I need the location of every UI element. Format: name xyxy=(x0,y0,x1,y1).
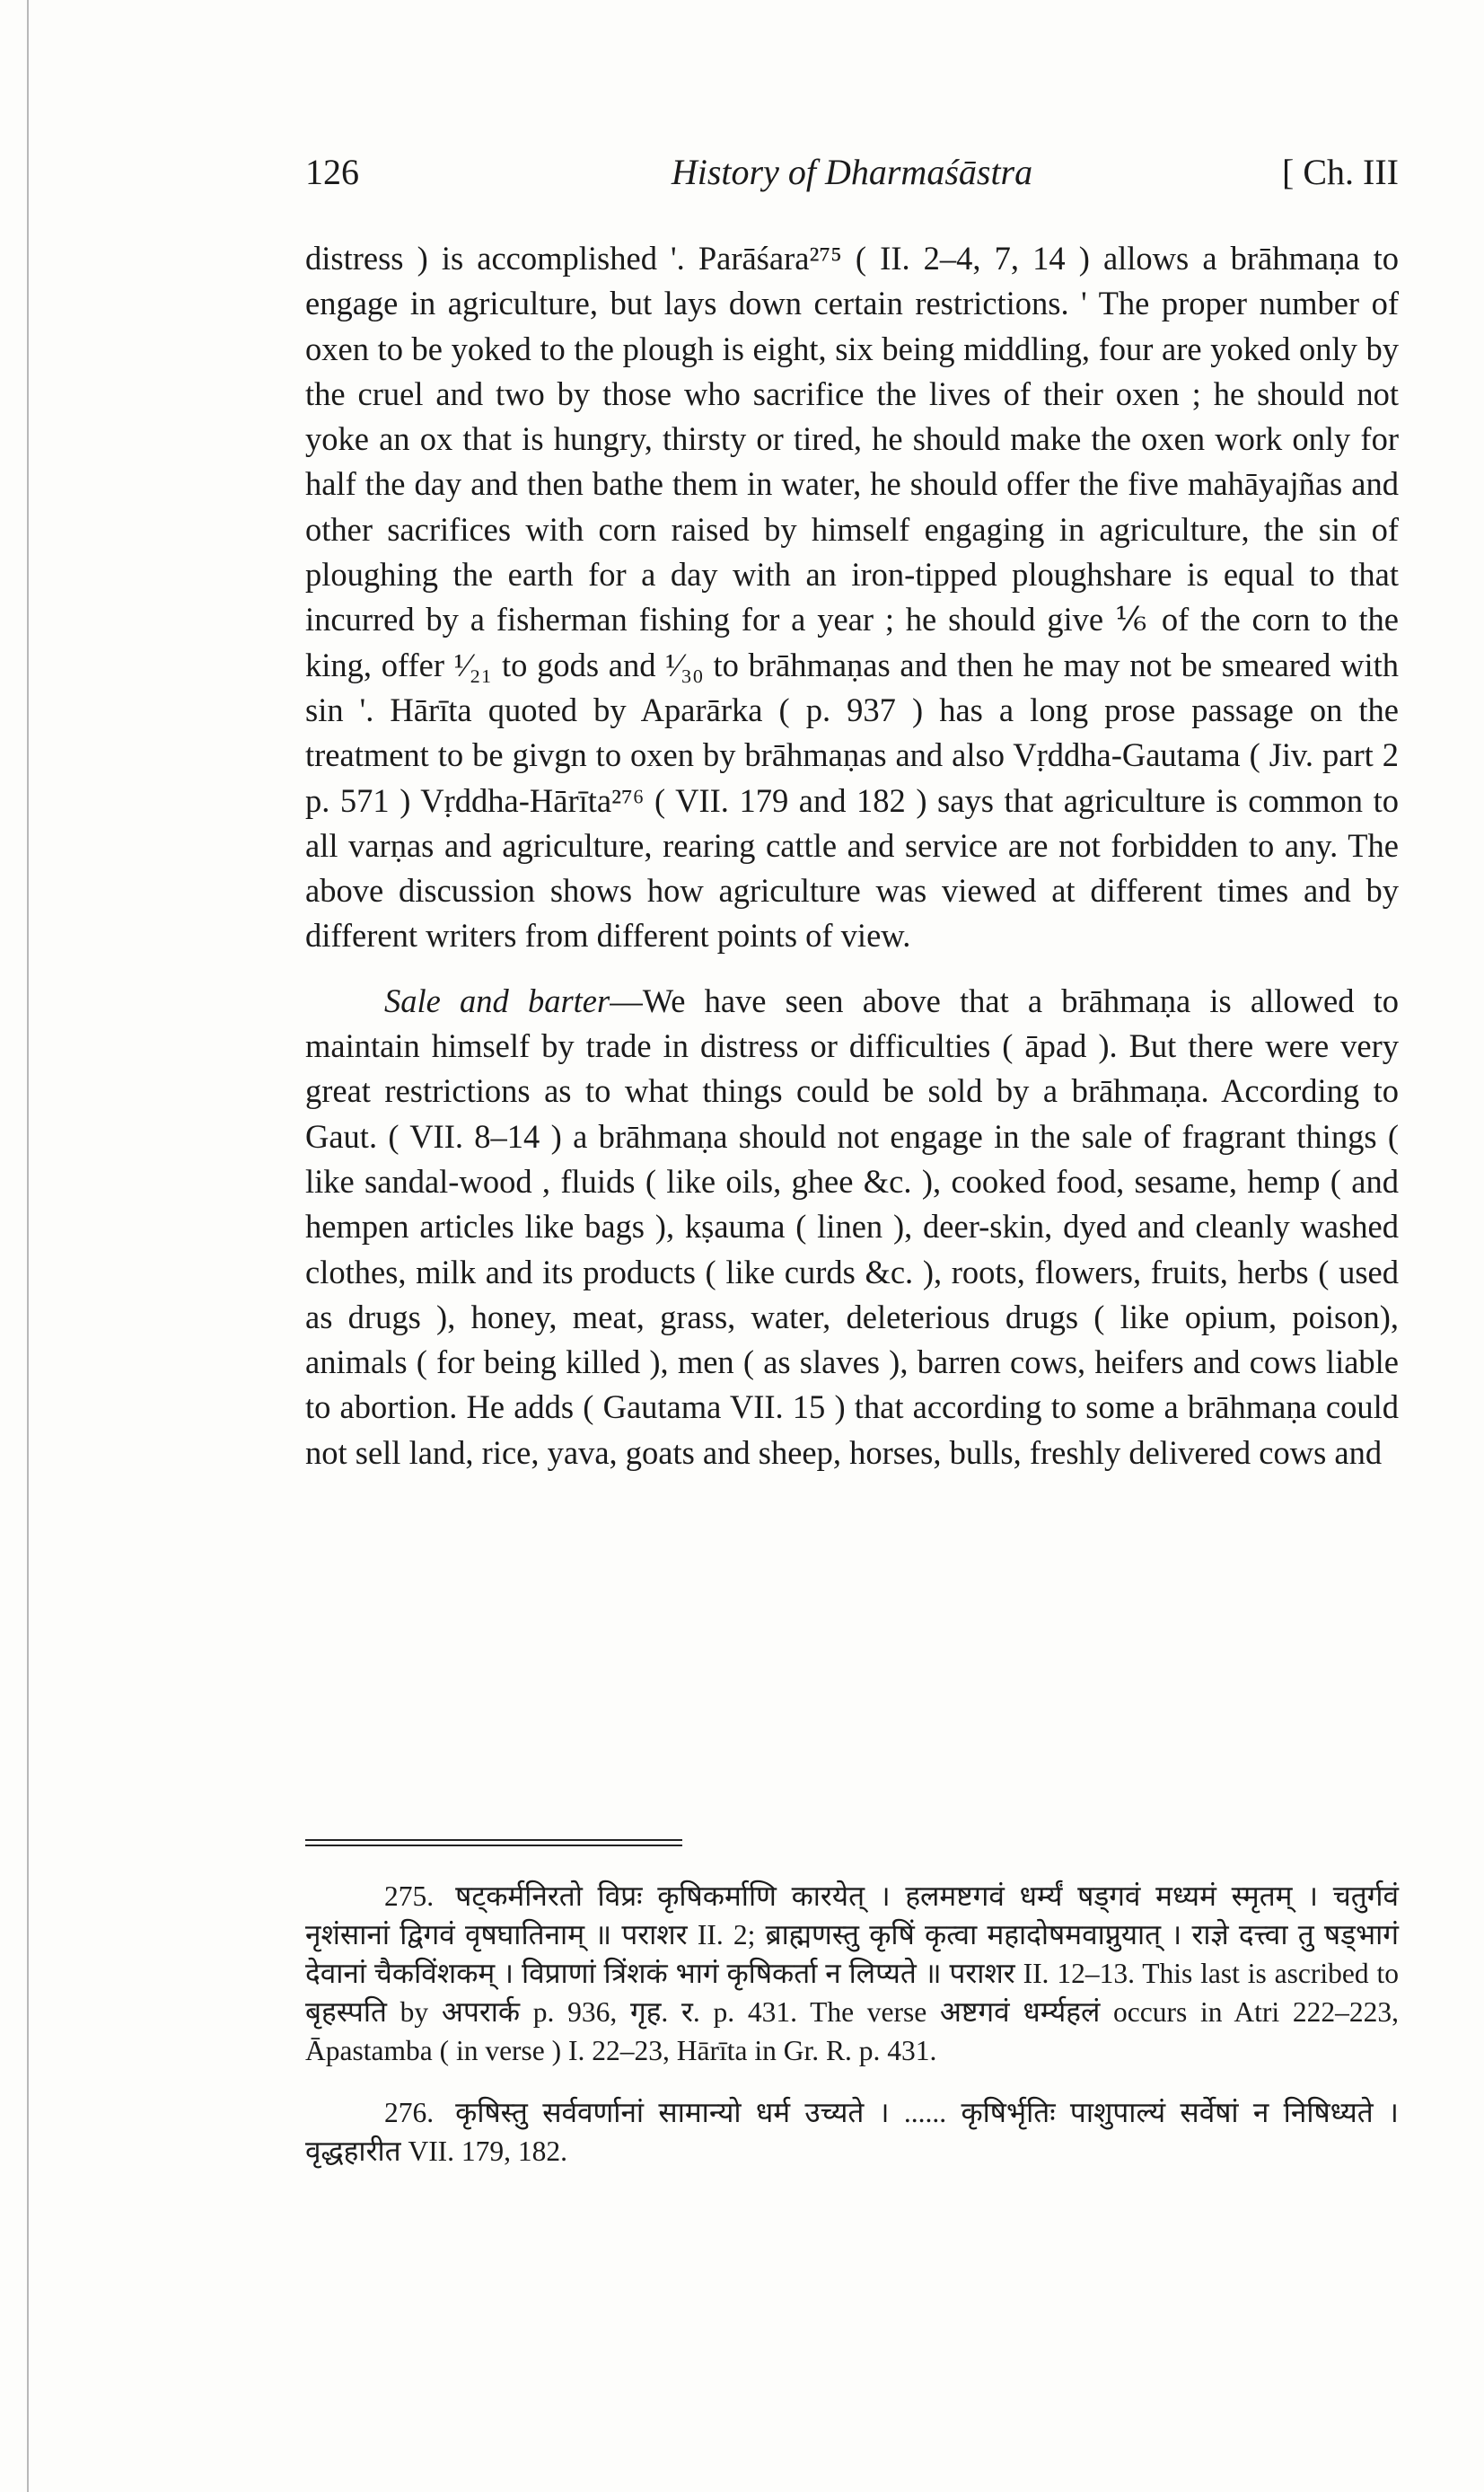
paragraph-sale-text: —We have seen above that a brāhmaṇa is allowed to maintain himself by trade in distress or difficulties ( āpad ). But there were very great restrictions as to what things could be sold by a brāhmaṇa. According to Gaut. ( VII. 8–14 ) a brāhmaṇa should not engage in the sale of fragrant things ( like sandal-wood , fluids ( like oils, ghee &c. ), cooked food, sesame, hemp ( and hempen articles like bags ), kṣauma ( linen ), deer-skin, dyed and cleanly washed clothes, milk and its products ( like curds &c. ), roots, flowers, fruits, herbs ( used as drugs ), honey, meat, grass, water, deleterious drugs ( like opium, poison), animals ( for being killed ), men ( as slaves ), barren cows, heifers and cows liable to abortion. He adds ( Gautama VII. 15 ) that according to some a brāhmaṇa could not sell land, rice, yava, goats and sheep, horses, bulls, freshly delivered cows and xyxy=(305,982,1400,1471)
footnote-text: कृषिस्तु सर्ववर्णानां सामान्यो धर्म उच्यते । ...... कृषिर्भृतिः पाशुपाल्यं सर्वेषां न निषिध्यते । वृद्धहारीत VII. 179, 182. xyxy=(305,2097,1399,2167)
chapter-reference: [ Ch. III xyxy=(1282,152,1399,192)
page-number: 126 xyxy=(305,152,359,192)
footnotes xyxy=(305,1877,1399,2171)
page-header xyxy=(305,151,1399,196)
footnote-number: 276. xyxy=(384,2097,435,2128)
footnote-number: 275. xyxy=(384,1880,435,1912)
running-title: History of Dharmaśāstra xyxy=(671,152,1033,192)
footnote-text: षट्कर्मनिरतो विप्रः कृषिकर्माणि कारयेत् । हलमष्टगवं धर्म्यं षड्गवं मध्यमं स्मृतम् । चतुर्गवं नृशंसानां द्विगवं वृषघातिनाम् ॥ पराशर II. 2; ब्राह्मणस्तु कृषिं कृत्वा महादोषमवाप्नुयात् । राज्ञे दत्त्वा तु षड्भागं देवानां चैकविंशकम् । विप्राणां त्रिंशकं भागं कृषिकर्ता न लिप्यते ॥ पराशर II. 12–13. This last is ascribed to बृहस्पति by अपरार्क p. 936, गृह. र. p. 431. The verse अष्टगवं धर्म्यहलं occurs in Atri 222–223, Āpastamba ( in verse ) I. 22–23, Hārīta in Gr. R. p. 431. xyxy=(305,1880,1399,2066)
footnote-divider xyxy=(305,1839,682,1846)
footnote-275 xyxy=(305,1877,1399,2070)
paragraph-sale-and-barter xyxy=(305,979,1399,1475)
footnote-276 xyxy=(305,2093,1399,2171)
section-lead: Sale and barter xyxy=(384,982,610,1019)
left-margin-rule xyxy=(27,0,29,2492)
paragraph-agriculture: distress ) is accomplished '. Parāśara²⁷⁵ ( II. 2–4, 7, 14 ) allows a brāhmaṇa to engage in agriculture, but lays down certain restrictions. ' The proper number of oxen to be yoked to the plough is eight, six being middling, four are yoked only by the cruel and two by those who sacrifice the lives of their oxen ; he should not yoke an ox that is hungry, thirsty or tired, he should make the oxen work only for half the day and then bathe them in water, he should offer the five mahāyajñas and other sacrifices with corn raised by himself engaging in agriculture, the sin of ploughing the earth for a day with an iron-tipped ploughshare is equal to that incurred by a fisherman fishing for a year ; he should give ⅙ of the corn to the king, offer ¹⁄₂₁ to gods and ¹⁄₃₀ to brāhmaṇas and then he may not be smeared with sin '. Hārīta quoted by Aparārka ( p. 937 ) has a long prose passage on the treatment to be givgn to oxen by brāhmaṇas and also Vṛddha-Gautama ( Jiv. part 2 p. 571 ) Vṛddha-Hārīta²⁷⁶ ( VII. 179 and 182 ) says that agriculture is common to all varṇas and agriculture, rearing cattle and service are not forbidden to any. The above discussion shows how agriculture was viewed at different times and by different writers from different points of view. xyxy=(305,240,1399,955)
body-text xyxy=(305,236,1399,1475)
